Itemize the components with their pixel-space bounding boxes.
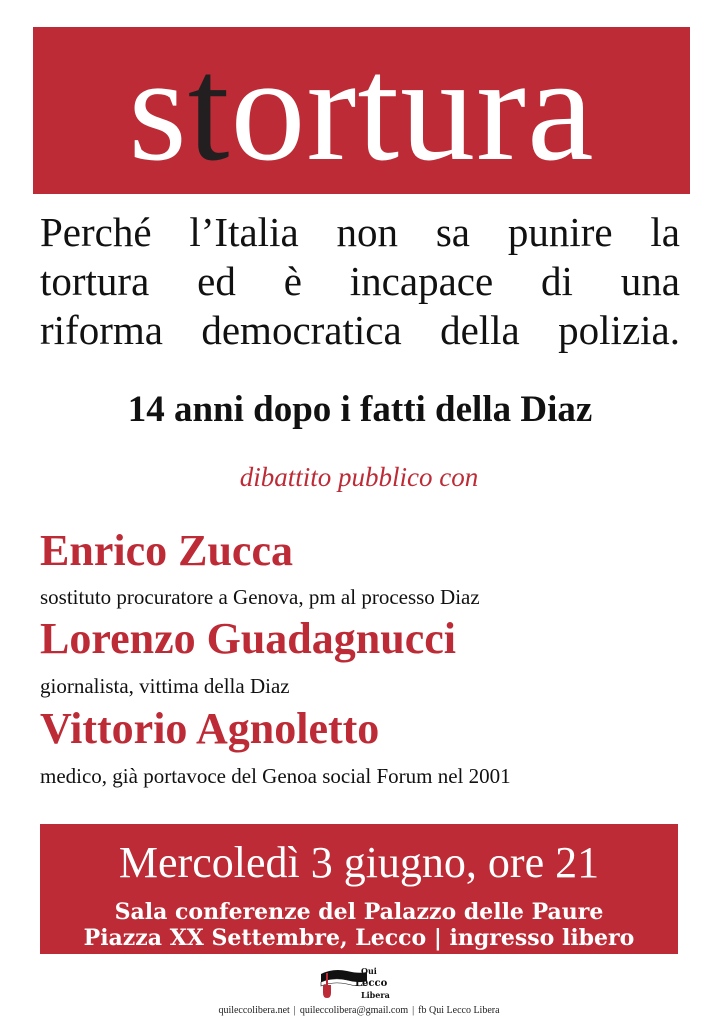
debate-intro: dibattito pubblico con	[239, 462, 479, 492]
website-link[interactable]: quileccolibera.net	[218, 1005, 290, 1016]
facebook-prefix: fb	[418, 1005, 427, 1016]
title-suffix: ortura	[230, 26, 595, 192]
title-highlight-letter: t	[187, 26, 231, 192]
speaker-name: Lorenzo Guadagnucci	[40, 614, 457, 663]
speaker-name: Enrico Zucca	[40, 526, 293, 575]
footer-separator: |	[412, 1005, 415, 1016]
email-link[interactable]: quileccolibera@gmail.com	[299, 1005, 409, 1016]
subtitle	[40, 208, 680, 355]
title-prefix: s	[128, 26, 188, 192]
event-address: Piazza XX Settembre, Lecco | ingresso libero	[83, 925, 635, 951]
dateline: 14 anni dopo i fatti della Diaz	[127, 389, 593, 430]
footer-separator: |	[293, 1005, 296, 1016]
speaker-role: medico, già portavoce del Genoa social Forum nel 2001	[40, 764, 511, 788]
logo-text: Qui	[361, 966, 377, 976]
speaker-name: Vittorio Agnoletto	[40, 704, 380, 753]
facebook-link[interactable]: Qui Lecco Libera	[429, 1005, 500, 1016]
subtitle-line: riforma democratica della polizia.	[40, 307, 680, 353]
event-band	[40, 824, 678, 954]
footer-contacts	[0, 1005, 718, 1017]
poster-title	[33, 26, 690, 192]
subtitle-line: tortura ed è incapace di una	[40, 258, 680, 304]
speaker-role: sostituto procuratore a Genova, pm al processo Diaz	[40, 585, 480, 609]
logo-text: Lecco	[355, 978, 388, 989]
event-date: Mercoledì 3 giugno, ore 21	[118, 838, 600, 887]
event-venue: Sala conferenze del Palazzo delle Paure	[114, 899, 604, 925]
qui-lecco-libera-logo	[317, 965, 399, 1001]
subtitle-line: Perché l’Italia non sa punire la	[40, 209, 680, 255]
header-band	[33, 27, 690, 194]
logo-text: Libera	[361, 990, 390, 1000]
speaker-role: giornalista, vittima della Diaz	[40, 674, 290, 698]
